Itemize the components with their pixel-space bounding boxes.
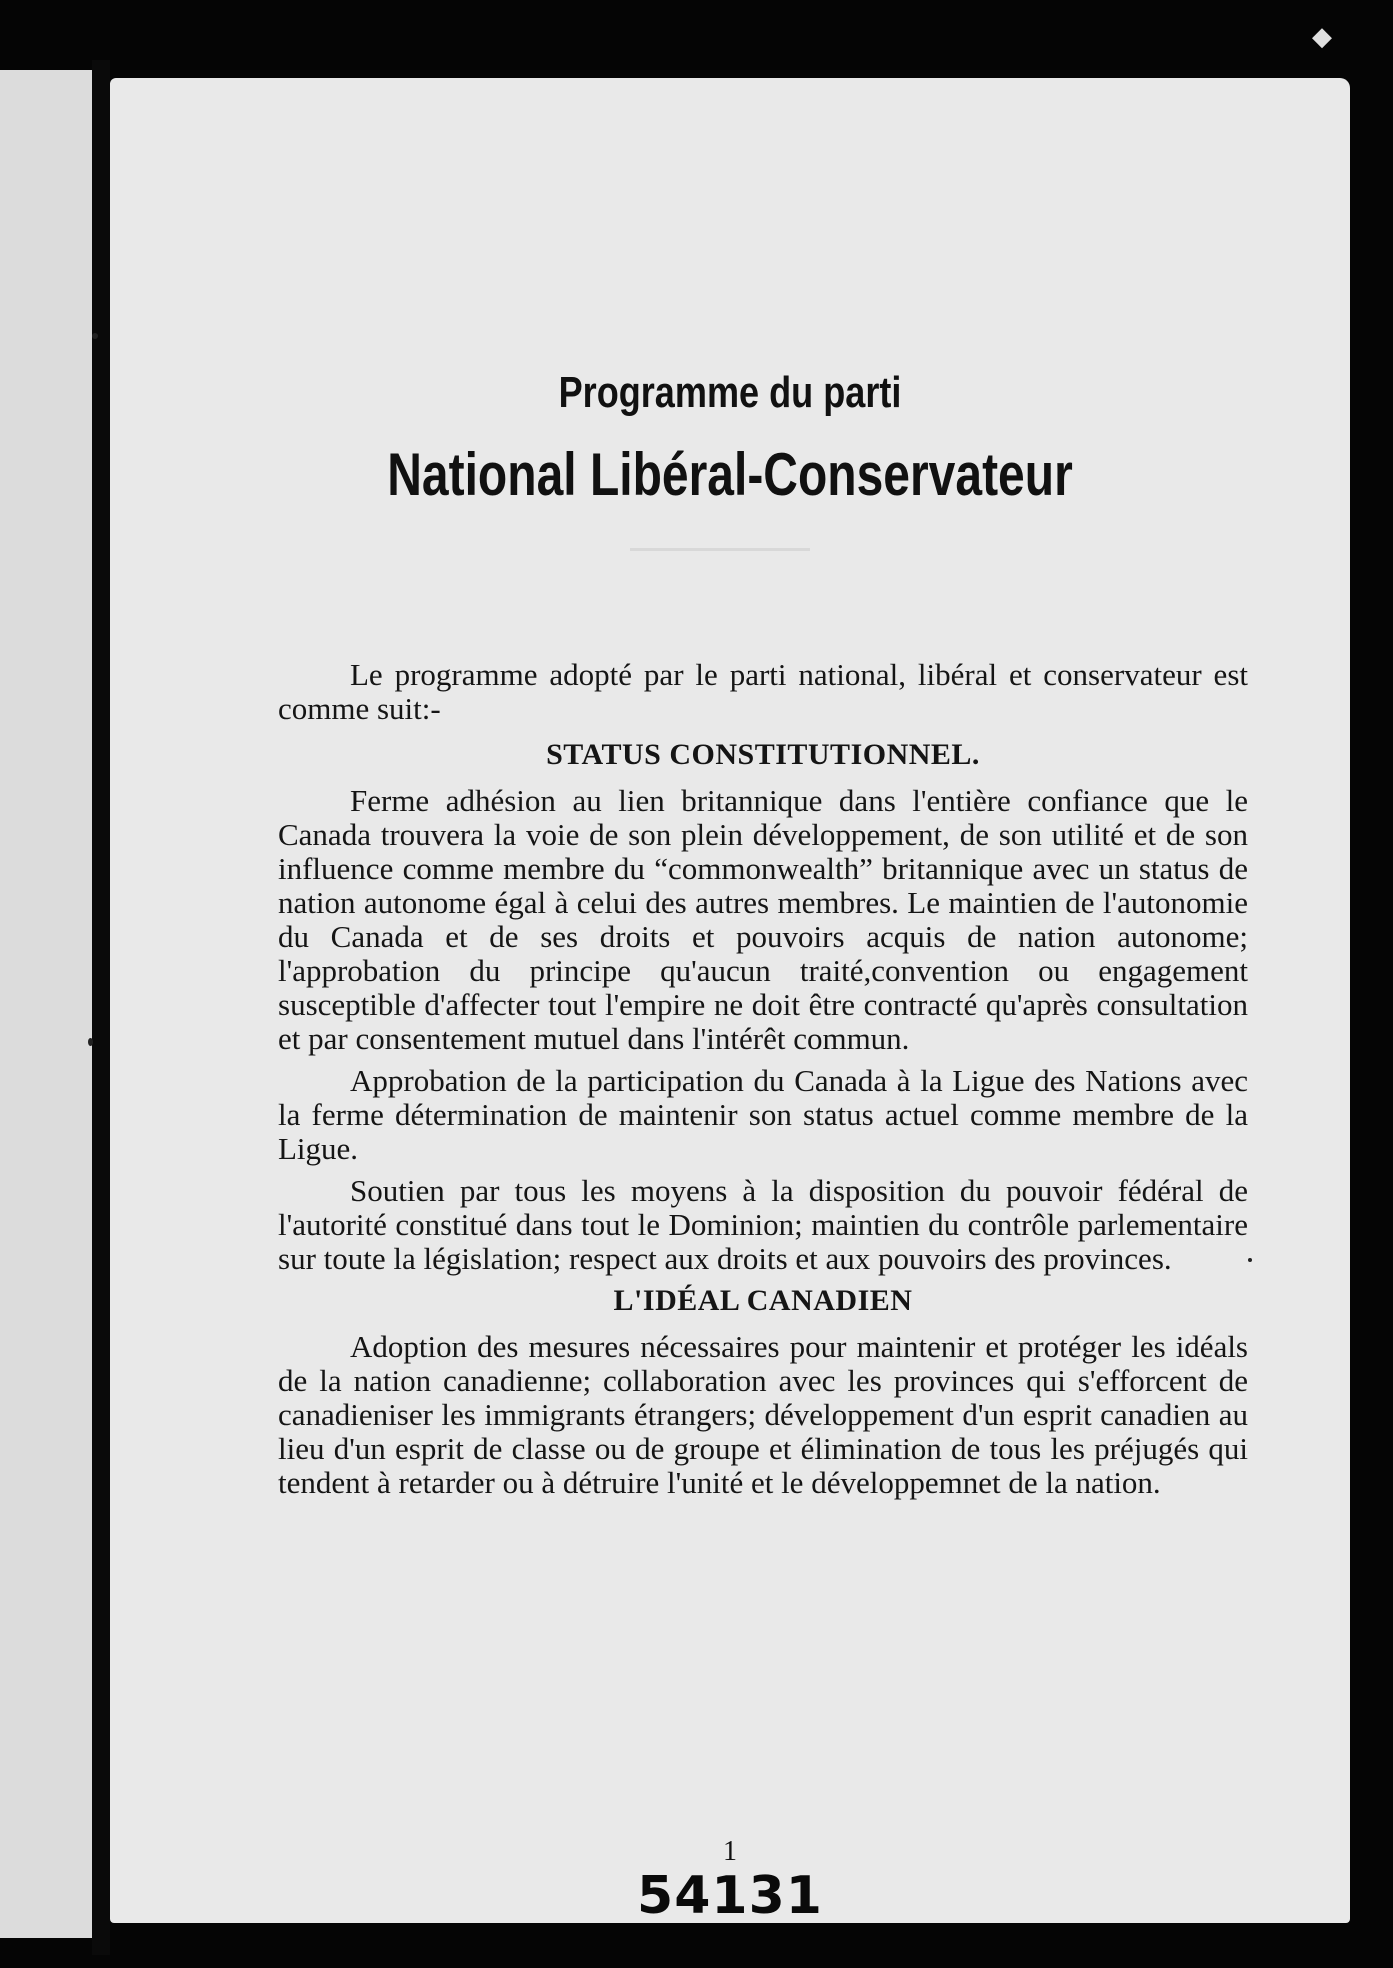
reference-number: 54131 — [637, 1866, 823, 1926]
divider — [630, 548, 810, 551]
facing-page-edge — [0, 70, 92, 1938]
book-gutter — [92, 60, 110, 1955]
speck-icon — [92, 333, 98, 339]
document-body — [278, 658, 1248, 1508]
section-heading-status: STATUS CONSTITUTIONNEL. — [546, 738, 980, 771]
speck-icon — [88, 1038, 93, 1046]
paragraph: Ferme adhésion au lien britannique dans l'entière confiance que le Canada trouvera la voie de son plein développement, de son utilité et de son influence comme membre du “commonwealth” britannique avec un status de nation autonome égal à celui des autres membres. Le maintien de l'autonomie du Canada et de ses droits et pouvoirs acquis de nation autonome; l'approbation du principe qu'aucun traité,convention ou engagement susceptible d'affecter tout l'empire ne doit être contracté qu'après consultation et par consentement mutuel dans l'intérêt commun. — [278, 783, 1248, 1056]
intro-paragraph: Le programme adopté par le parti national, libéral et conservateur est comme suit:- — [278, 657, 1248, 726]
corner-mark-icon: ◆ — [1312, 22, 1332, 52]
paragraph: Adoption des mesures nécessaires pour maintenir et protéger les idéals de la nation canadienne; collaboration avec les provinces qui s'efforcent de canadieniser les immigrants étrangers; développement d'un esprit canadien au lieu d'un esprit de classe ou de groupe et élimination de tous les préjugés qui tendent à retarder ou à détruire l'unité et le développemnet de la nation. — [278, 1329, 1248, 1500]
page-number: 1 — [723, 1836, 737, 1867]
speck-icon — [1248, 1258, 1252, 1262]
document-page — [110, 78, 1350, 1926]
paragraph: Soutien par tous les moyens à la disposition du pouvoir fédéral de l'autorité constitué dans tout le Dominion; maintien du contrôle parlementaire sur toute la législation; respect aux droits et aux pouvoirs des provinces. — [278, 1173, 1248, 1276]
title-line-2: National Libéral-Conservateur — [387, 441, 1073, 508]
title-line-1: Programme du parti — [558, 368, 902, 417]
section-heading-ideal: L'IDÉAL CANADIEN — [613, 1284, 913, 1317]
paragraph: Approbation de la participation du Canada à la Ligue des Nations avec la ferme détermination de maintenir son status actuel comme membre de la Ligue. — [278, 1063, 1248, 1166]
